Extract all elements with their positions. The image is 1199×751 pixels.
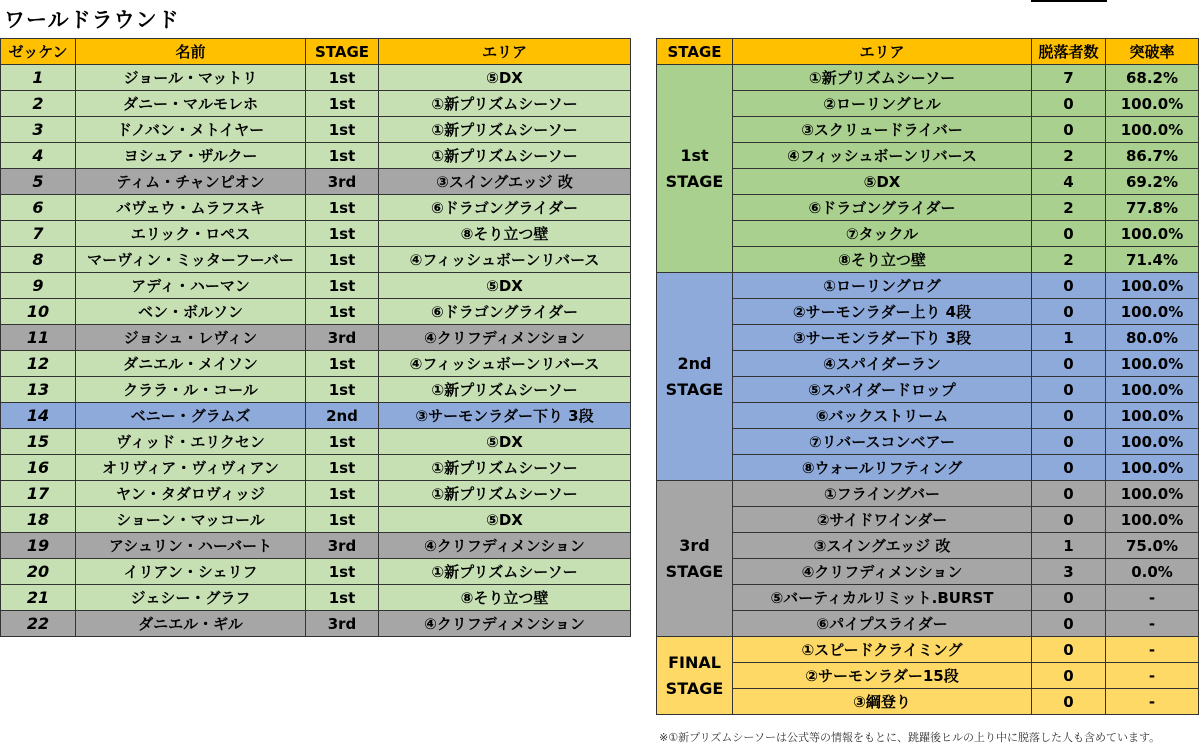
clear-rate-cell: -	[1106, 663, 1199, 689]
table-row	[1, 247, 631, 273]
clear-rate-cell: 100.0%	[1106, 455, 1199, 481]
table-row	[657, 481, 1199, 507]
name-cell: クララ・ル・コール	[76, 377, 306, 403]
entrant-table	[0, 38, 631, 637]
name-cell: ベン・ボルソン	[76, 299, 306, 325]
header-stage: STAGE	[657, 39, 733, 65]
table-row	[1, 221, 631, 247]
table-row	[657, 585, 1199, 611]
bib-cell: 9	[1, 273, 76, 299]
area-cell: ④クリフディメンション	[379, 325, 631, 351]
area-cell: ①新プリズムシーソー	[379, 377, 631, 403]
bib-cell: 16	[1, 455, 76, 481]
area-cell: ④クリフディメンション	[379, 611, 631, 637]
footnote: ※①新プリズムシーソーは公式等の情報をもとに、跳躍後ヒルの上り中に脱落した人も含めています。	[659, 731, 1161, 744]
clear-rate-cell: 100.0%	[1106, 403, 1199, 429]
header-dropout-count: 脱落者数	[1032, 39, 1106, 65]
clear-rate-cell: 100.0%	[1106, 377, 1199, 403]
bib-cell: 4	[1, 143, 76, 169]
area-cell: ①フライングバー	[733, 481, 1032, 507]
stage-cell: 3rd	[306, 325, 379, 351]
bib-cell: 2	[1, 91, 76, 117]
stage-group-cell	[657, 65, 733, 273]
table-row	[657, 533, 1199, 559]
dropout-count-cell: 2	[1032, 143, 1106, 169]
table-row	[1, 481, 631, 507]
name-cell: ダニエル・メイソン	[76, 351, 306, 377]
area-cell: ②ローリングヒル	[733, 91, 1032, 117]
area-cell: ①新プリズムシーソー	[379, 91, 631, 117]
name-cell: ドノバン・メトイヤー	[76, 117, 306, 143]
area-cell: ⑧そり立つ壁	[379, 221, 631, 247]
table-row	[657, 299, 1199, 325]
clear-rate-cell: -	[1106, 637, 1199, 663]
stage-cell: 1st	[306, 65, 379, 91]
dropout-count-cell: 0	[1032, 91, 1106, 117]
dropout-count-cell: 0	[1032, 611, 1106, 637]
clear-rate-cell: 69.2%	[1106, 169, 1199, 195]
stage-cell: 3rd	[306, 533, 379, 559]
table-row	[1, 533, 631, 559]
name-cell: マーヴィン・ミッターフーバー	[76, 247, 306, 273]
table-row	[657, 507, 1199, 533]
clear-rate-cell: 77.8%	[1106, 195, 1199, 221]
bib-cell: 5	[1, 169, 76, 195]
clear-rate-cell: 86.7%	[1106, 143, 1199, 169]
stage-cell: 1st	[306, 299, 379, 325]
area-cell: ⑥ドラゴングライダー	[379, 195, 631, 221]
bib-cell: 10	[1, 299, 76, 325]
bib-cell: 12	[1, 351, 76, 377]
area-cell: ③スクリュードライバー	[733, 117, 1032, 143]
bib-cell: 1	[1, 65, 76, 91]
area-cell: ⑧そり立つ壁	[733, 247, 1032, 273]
stage-cell: 1st	[306, 143, 379, 169]
dropout-count-cell: 4	[1032, 169, 1106, 195]
name-cell: ヴィッド・エリクセン	[76, 429, 306, 455]
table-row	[657, 143, 1199, 169]
dropout-count-cell: 0	[1032, 351, 1106, 377]
header-stage: STAGE	[306, 39, 379, 65]
table-row	[1, 377, 631, 403]
table-row	[1, 91, 631, 117]
area-cell: ②サーモンラダー15段	[733, 663, 1032, 689]
name-cell: バヴェウ・ムラフスキ	[76, 195, 306, 221]
table-row	[1, 195, 631, 221]
table-row	[657, 221, 1199, 247]
dropout-count-cell: 0	[1032, 429, 1106, 455]
table-row	[1, 455, 631, 481]
dropout-count-cell: 0	[1032, 273, 1106, 299]
stage-cell: 2nd	[306, 403, 379, 429]
area-cell: ④フィッシュボーンリバース	[379, 247, 631, 273]
table-row	[657, 91, 1199, 117]
stage-cell: 1st	[306, 507, 379, 533]
table-row	[657, 455, 1199, 481]
name-cell: イリアン・シェリフ	[76, 559, 306, 585]
dropout-count-cell: 1	[1032, 325, 1106, 351]
area-cell: ③スイングエッジ 改	[379, 169, 631, 195]
table-row	[657, 559, 1199, 585]
table-row	[1, 403, 631, 429]
area-cell: ③サーモンラダー下り 3段	[733, 325, 1032, 351]
bib-cell: 8	[1, 247, 76, 273]
clear-rate-cell: 100.0%	[1106, 91, 1199, 117]
clear-rate-cell: 71.4%	[1106, 247, 1199, 273]
area-cell: ⑤DX	[733, 169, 1032, 195]
table-row	[1, 429, 631, 455]
decorative-line	[1031, 0, 1107, 2]
stage-cell: 1st	[306, 455, 379, 481]
name-cell: ヨシュア・ザルクー	[76, 143, 306, 169]
stage-cell: 1st	[306, 377, 379, 403]
name-cell: アディ・ハーマン	[76, 273, 306, 299]
area-cell: ⑤スパイダードロップ	[733, 377, 1032, 403]
area-cell: ③スイングエッジ 改	[733, 533, 1032, 559]
clear-rate-cell: 80.0%	[1106, 325, 1199, 351]
stage-summary-table	[656, 38, 1199, 715]
header-bib: ゼッケン	[1, 39, 76, 65]
table-row	[657, 403, 1199, 429]
stage-cell: 1st	[306, 481, 379, 507]
table-row	[1, 559, 631, 585]
bib-cell: 22	[1, 611, 76, 637]
name-cell: オリヴィア・ヴィヴィアン	[76, 455, 306, 481]
stage-cell: 3rd	[306, 611, 379, 637]
table-row	[657, 325, 1199, 351]
stage-cell: 3rd	[306, 169, 379, 195]
stage-name: 3rd	[679, 535, 710, 555]
area-cell: ⑦リバースコンベアー	[733, 429, 1032, 455]
area-cell: ⑤DX	[379, 273, 631, 299]
stage-cell: 1st	[306, 351, 379, 377]
clear-rate-cell: 100.0%	[1106, 481, 1199, 507]
clear-rate-cell: -	[1106, 611, 1199, 637]
clear-rate-cell: 100.0%	[1106, 429, 1199, 455]
table-row	[1, 325, 631, 351]
bib-cell: 21	[1, 585, 76, 611]
table-row	[1, 351, 631, 377]
stage-label: STAGE	[665, 171, 724, 191]
stage-cell: 1st	[306, 91, 379, 117]
stage-cell: 1st	[306, 117, 379, 143]
stage-label: STAGE	[665, 678, 724, 698]
area-cell: ①新プリズムシーソー	[733, 65, 1032, 91]
stage-group-cell	[657, 273, 733, 481]
area-cell: ②サーモンラダー上り 4段	[733, 299, 1032, 325]
table-row	[657, 169, 1199, 195]
table-row	[1, 273, 631, 299]
clear-rate-cell: 0.0%	[1106, 559, 1199, 585]
bib-cell: 6	[1, 195, 76, 221]
area-cell: ④フィッシュボーンリバース	[733, 143, 1032, 169]
table-row	[657, 637, 1199, 663]
table-row	[657, 273, 1199, 299]
header-name: 名前	[76, 39, 306, 65]
dropout-count-cell: 2	[1032, 247, 1106, 273]
table-row	[1, 299, 631, 325]
area-cell: ⑥ドラゴングライダー	[379, 299, 631, 325]
dropout-count-cell: 0	[1032, 637, 1106, 663]
stage-cell: 1st	[306, 273, 379, 299]
table-row	[657, 195, 1199, 221]
bib-cell: 18	[1, 507, 76, 533]
area-cell: ①ローリングログ	[733, 273, 1032, 299]
dropout-count-cell: 1	[1032, 533, 1106, 559]
dropout-count-cell: 0	[1032, 403, 1106, 429]
area-cell: ①新プリズムシーソー	[379, 481, 631, 507]
area-cell: ④スパイダーラン	[733, 351, 1032, 377]
header-area: エリア	[733, 39, 1032, 65]
table-row	[1, 611, 631, 637]
clear-rate-cell: 100.0%	[1106, 221, 1199, 247]
dropout-count-cell: 7	[1032, 65, 1106, 91]
name-cell: エリック・ロペス	[76, 221, 306, 247]
bib-cell: 13	[1, 377, 76, 403]
table-row	[657, 247, 1199, 273]
bib-cell: 15	[1, 429, 76, 455]
name-cell: ショーン・マッコール	[76, 507, 306, 533]
table-row	[657, 377, 1199, 403]
stage-label: STAGE	[665, 379, 724, 399]
clear-rate-cell: -	[1106, 585, 1199, 611]
dropout-count-cell: 0	[1032, 455, 1106, 481]
table-row	[1, 143, 631, 169]
area-cell: ⑤DX	[379, 507, 631, 533]
header-area: エリア	[379, 39, 631, 65]
dropout-count-cell: 3	[1032, 559, 1106, 585]
area-cell: ⑥バックストリーム	[733, 403, 1032, 429]
dropout-count-cell: 2	[1032, 195, 1106, 221]
table-row	[657, 65, 1199, 91]
area-cell: ①スピードクライミング	[733, 637, 1032, 663]
name-cell: ベニー・グラムズ	[76, 403, 306, 429]
area-cell: ⑤DX	[379, 429, 631, 455]
area-cell: ①新プリズムシーソー	[379, 143, 631, 169]
name-cell: ヤン・タダロヴィッジ	[76, 481, 306, 507]
stage-cell: 1st	[306, 247, 379, 273]
table-row	[657, 351, 1199, 377]
dropout-count-cell: 0	[1032, 585, 1106, 611]
area-cell: ①新プリズムシーソー	[379, 117, 631, 143]
table-row	[1, 507, 631, 533]
name-cell: ジョール・マットリ	[76, 65, 306, 91]
header-clear-rate: 突破率	[1106, 39, 1199, 65]
area-cell: ④クリフディメンション	[379, 533, 631, 559]
name-cell: ダニー・マルモレホ	[76, 91, 306, 117]
table-row	[657, 117, 1199, 143]
clear-rate-cell: 100.0%	[1106, 273, 1199, 299]
clear-rate-cell: 100.0%	[1106, 299, 1199, 325]
clear-rate-cell: 100.0%	[1106, 507, 1199, 533]
area-cell: ⑥ドラゴングライダー	[733, 195, 1032, 221]
clear-rate-cell: -	[1106, 689, 1199, 715]
stage-cell: 1st	[306, 195, 379, 221]
table-row	[1, 117, 631, 143]
stage-name: 2nd	[677, 353, 712, 373]
area-cell: ⑤バーティカルリミット.BURST	[733, 585, 1032, 611]
bib-cell: 17	[1, 481, 76, 507]
table-row	[1, 169, 631, 195]
stage-cell: 1st	[306, 559, 379, 585]
table-row	[657, 663, 1199, 689]
dropout-count-cell: 0	[1032, 117, 1106, 143]
dropout-count-cell: 0	[1032, 663, 1106, 689]
stage-group-cell	[657, 481, 733, 637]
entrant-table-header	[1, 39, 631, 65]
page-title: ワールドラウンド	[4, 8, 180, 32]
name-cell: ジョシュ・レヴィン	[76, 325, 306, 351]
clear-rate-cell: 100.0%	[1106, 117, 1199, 143]
area-cell: ⑤DX	[379, 65, 631, 91]
stage-label: STAGE	[665, 561, 724, 581]
area-cell: ⑥パイプスライダー	[733, 611, 1032, 637]
area-cell: ②サイドワインダー	[733, 507, 1032, 533]
bib-cell: 11	[1, 325, 76, 351]
table-row	[1, 585, 631, 611]
dropout-count-cell: 0	[1032, 689, 1106, 715]
area-cell: ①新プリズムシーソー	[379, 455, 631, 481]
summary-table-header	[657, 39, 1199, 65]
stage-group-cell	[657, 637, 733, 715]
area-cell: ③綱登り	[733, 689, 1032, 715]
clear-rate-cell: 68.2%	[1106, 65, 1199, 91]
dropout-count-cell: 0	[1032, 221, 1106, 247]
stage-cell: 1st	[306, 585, 379, 611]
bib-cell: 3	[1, 117, 76, 143]
area-cell: ⑦タックル	[733, 221, 1032, 247]
stage-name: FINAL	[668, 652, 721, 672]
area-cell: ①新プリズムシーソー	[379, 559, 631, 585]
table-row	[657, 689, 1199, 715]
bib-cell: 14	[1, 403, 76, 429]
table-row	[1, 65, 631, 91]
name-cell: ジェシー・グラフ	[76, 585, 306, 611]
clear-rate-cell: 75.0%	[1106, 533, 1199, 559]
name-cell: アシュリン・ハーバート	[76, 533, 306, 559]
bib-cell: 19	[1, 533, 76, 559]
dropout-count-cell: 0	[1032, 507, 1106, 533]
area-cell: ⑧ウォールリフティング	[733, 455, 1032, 481]
stage-name: 1st	[680, 145, 709, 165]
area-cell: ④フィッシュボーンリバース	[379, 351, 631, 377]
table-row	[657, 611, 1199, 637]
bib-cell: 7	[1, 221, 76, 247]
area-cell: ④クリフディメンション	[733, 559, 1032, 585]
name-cell: ダニエル・ギル	[76, 611, 306, 637]
dropout-count-cell: 0	[1032, 299, 1106, 325]
stage-cell: 1st	[306, 221, 379, 247]
stage-cell: 1st	[306, 429, 379, 455]
table-row	[657, 429, 1199, 455]
area-cell: ③サーモンラダー下り 3段	[379, 403, 631, 429]
clear-rate-cell: 100.0%	[1106, 351, 1199, 377]
bib-cell: 20	[1, 559, 76, 585]
name-cell: ティム・チャンピオン	[76, 169, 306, 195]
dropout-count-cell: 0	[1032, 377, 1106, 403]
area-cell: ⑧そり立つ壁	[379, 585, 631, 611]
dropout-count-cell: 0	[1032, 481, 1106, 507]
